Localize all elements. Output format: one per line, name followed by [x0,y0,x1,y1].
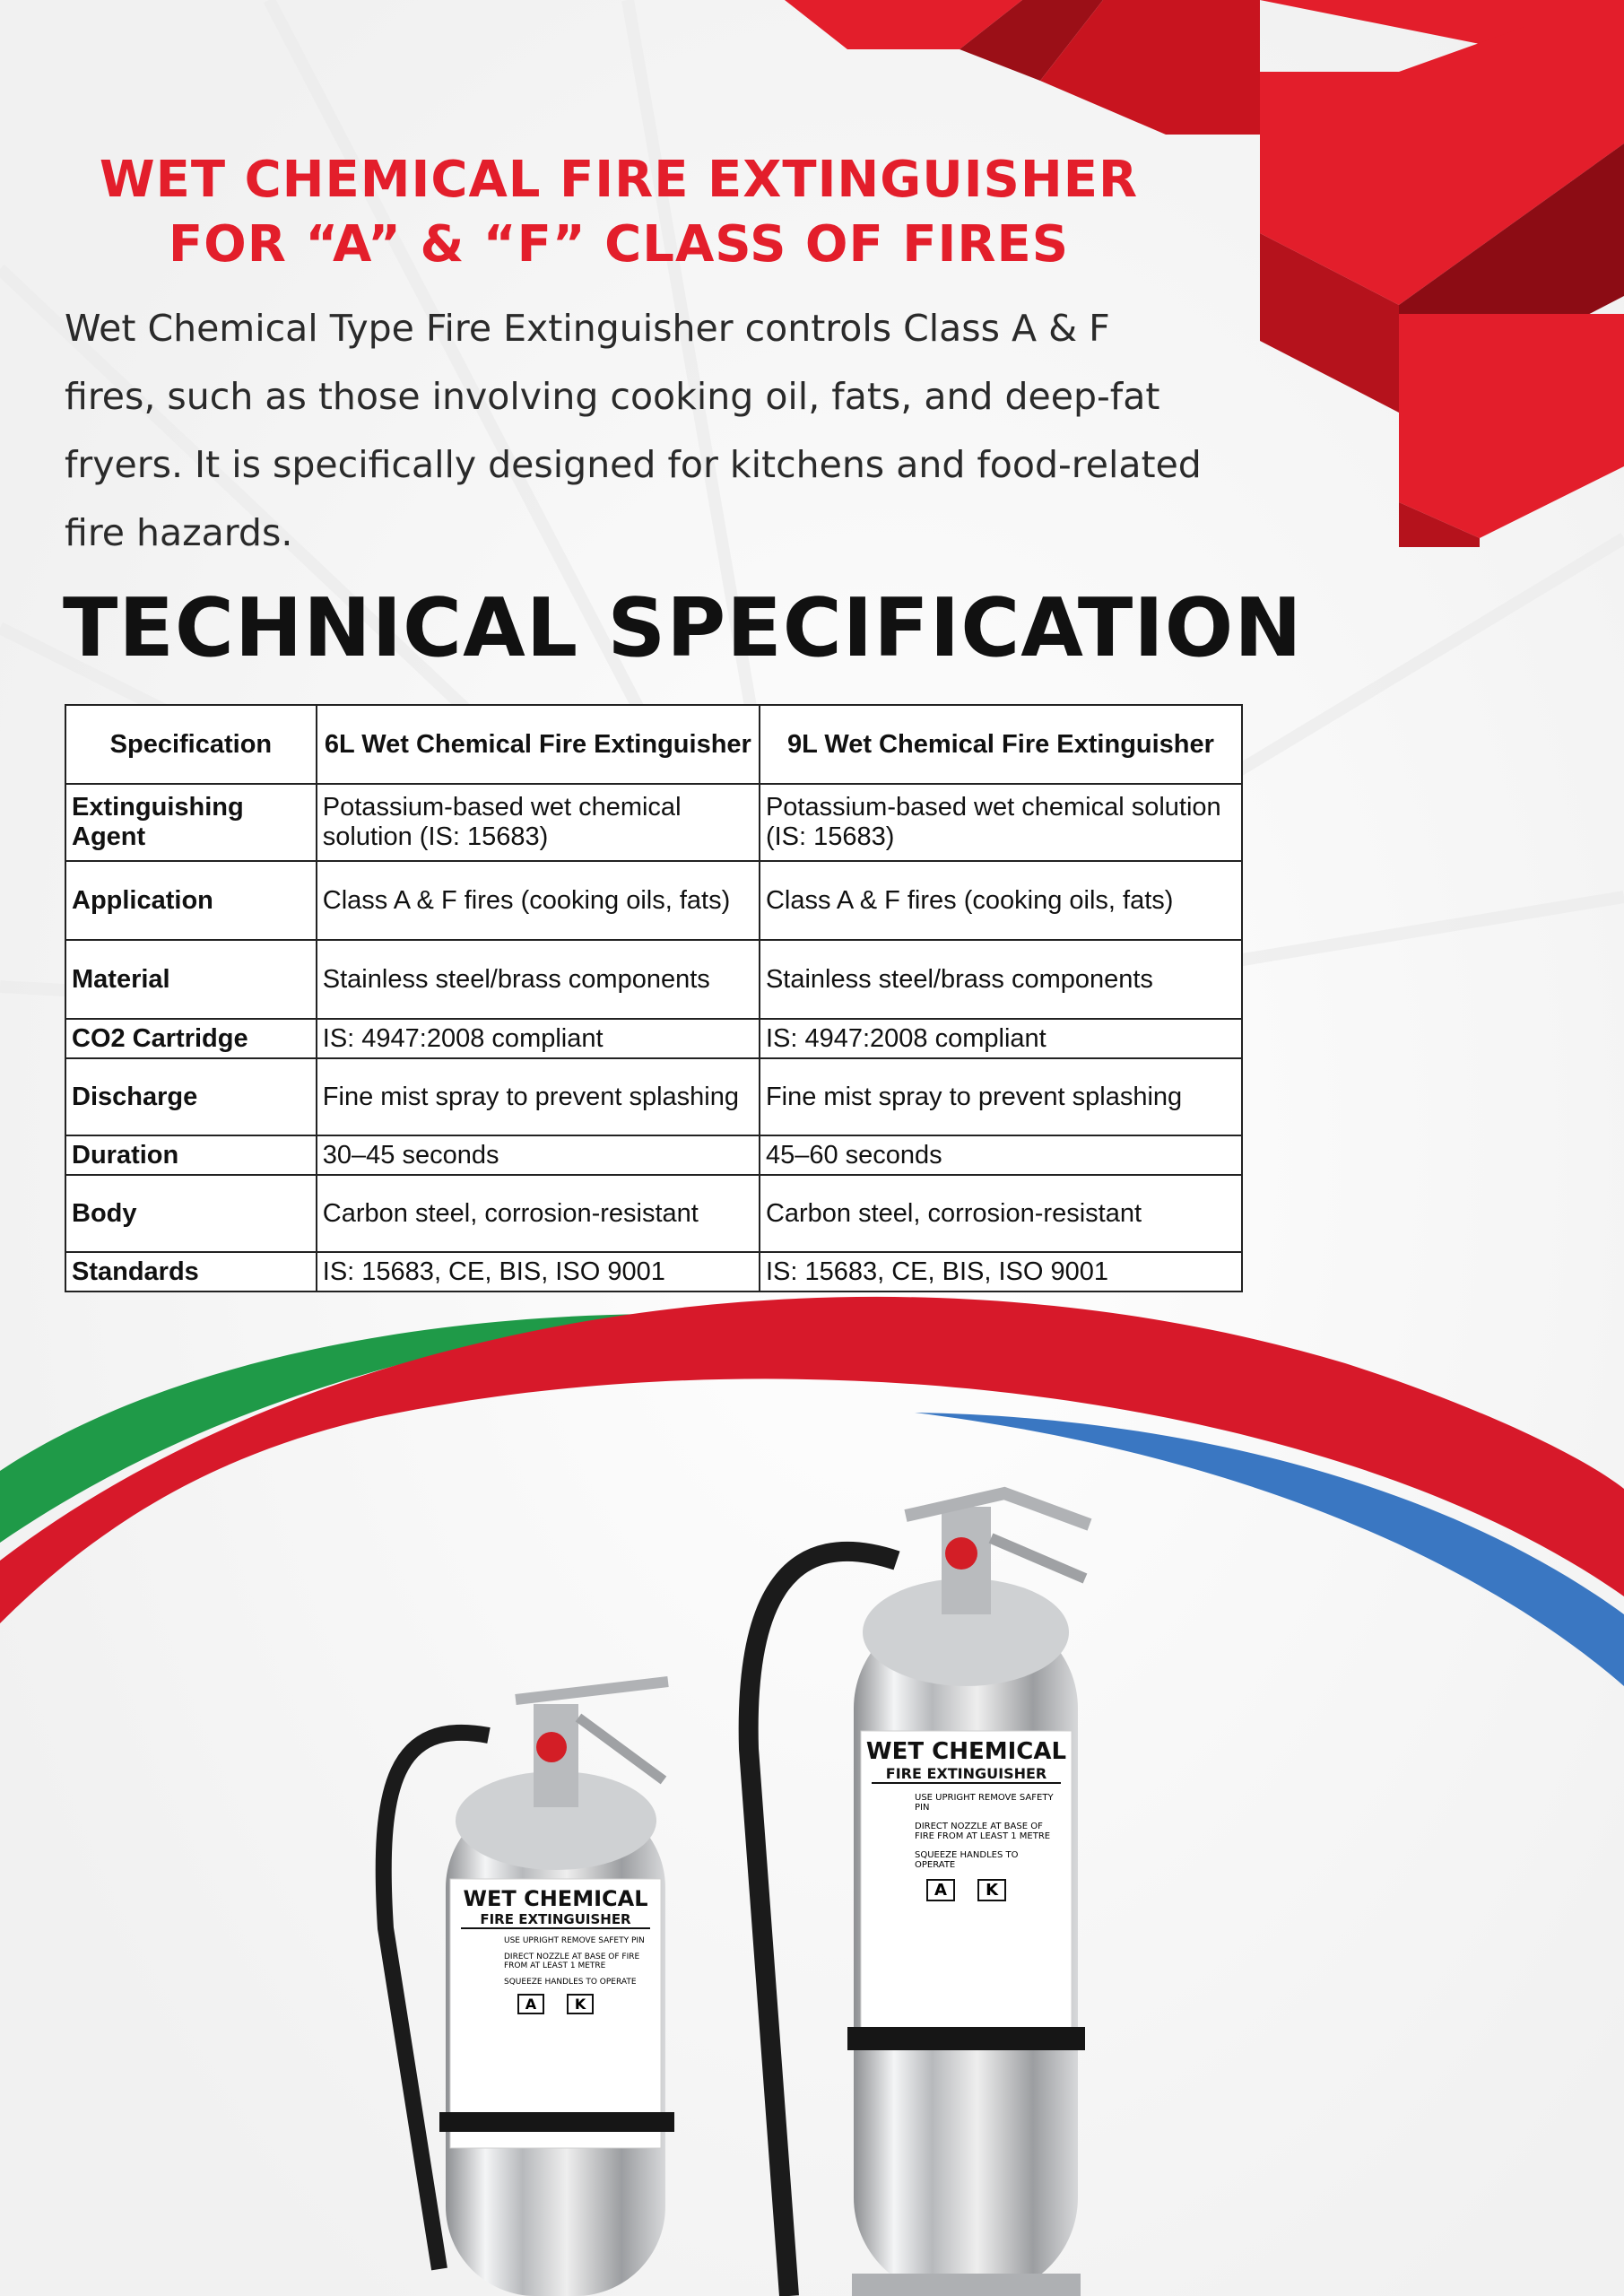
table-row [65,1058,1242,1135]
table-row [65,1135,1242,1175]
cell-9l: 45–60 seconds [760,1135,1242,1175]
spec-heading: TECHNICAL SPECIFICATION [63,581,1303,675]
label-9l [861,1731,1072,2036]
table-row [65,1252,1242,1292]
row-label: Application [65,861,317,940]
intro-line4: fire hazards. [65,511,293,554]
cell-6l: Fine mist spray to prevent splashing [317,1058,760,1135]
intro-line3: fryers. It is specifically designed for kitchens and food-related [65,443,1202,486]
table-row [65,861,1242,940]
header-9l: 9L Wet Chemical Fire Extinguisher [760,705,1242,784]
cell-6l: IS: 4947:2008 compliant [317,1019,760,1058]
table-row [65,1019,1242,1058]
cell-9l: Potassium-based wet chemical solution (IS: 15683) [760,784,1242,861]
table-header-row [65,705,1242,784]
cell-6l: Potassium-based wet chemical solution (IS: 15683) [317,784,760,861]
label-step3: SQUEEZE HANDLES TO OPERATE [504,1978,637,1987]
intro-line1: Wet Chemical Type Fire Extinguisher controls Class A & F [65,307,1110,350]
row-label: Standards [65,1252,317,1292]
intro-line2: fires, such as those involving cooking oil, fats, and deep-fat [65,375,1160,418]
class-a-icon: A [517,1994,544,2014]
intro-paragraph [65,294,1257,567]
class-a-icon: A [926,1879,955,1901]
row-label: Duration [65,1135,317,1175]
row-label: Extinguishing Agent [65,784,317,861]
page-title-line2: FOR “A” & “F” CLASS OF FIRES [168,215,1070,274]
label-sub: FIRE EXTINGUISHER [461,1911,650,1929]
cell-9l: IS: 4947:2008 compliant [760,1019,1242,1058]
label-step1: USE UPRIGHT REMOVE SAFETY PIN [915,1793,1054,1813]
cell-9l: Class A & F fires (cooking oils, fats) [760,861,1242,940]
cell-6l: IS: 15683, CE, BIS, ISO 9001 [317,1252,760,1292]
label-6l [450,1879,661,2148]
label-step2: DIRECT NOZZLE AT BASE OF FIRE FROM AT LEAST 1 METRE [915,1822,1051,1841]
header-specification: Specification [65,705,317,784]
label-step3: SQUEEZE HANDLES TO OPERATE [915,1850,1019,1870]
row-label: Material [65,940,317,1019]
cell-9l: IS: 15683, CE, BIS, ISO 9001 [760,1252,1242,1292]
label-sub: FIRE EXTINGUISHER [872,1765,1061,1784]
spec-table [65,704,1243,1292]
row-label: CO2 Cartridge [65,1019,317,1058]
cell-6l: 30–45 seconds [317,1135,760,1175]
table-row [65,1175,1242,1252]
table-row [65,940,1242,1019]
cell-6l: Carbon steel, corrosion-resistant [317,1175,760,1252]
cell-9l: Carbon steel, corrosion-resistant [760,1175,1242,1252]
row-label: Discharge [65,1058,317,1135]
label-step2: DIRECT NOZZLE AT BASE OF FIRE FROM AT LEAST 1 METRE [504,1952,640,1970]
cell-9l: Fine mist spray to prevent splashing [760,1058,1242,1135]
label-brand: WET CHEMICAL [865,1738,1067,1765]
label-brand: WET CHEMICAL [463,1886,648,1911]
page-title-line1: WET CHEMICAL FIRE EXTINGUISHER [99,151,1139,209]
class-k-icon: K [977,1879,1006,1901]
cell-6l: Stainless steel/brass components [317,940,760,1019]
header-6l: 6L Wet Chemical Fire Extinguisher [317,705,760,784]
cell-6l: Class A & F fires (cooking oils, fats) [317,861,760,940]
cell-9l: Stainless steel/brass components [760,940,1242,1019]
class-k-icon: K [567,1994,594,2014]
row-label: Body [65,1175,317,1252]
table-row [65,784,1242,861]
label-step1: USE UPRIGHT REMOVE SAFETY PIN [504,1936,645,1945]
